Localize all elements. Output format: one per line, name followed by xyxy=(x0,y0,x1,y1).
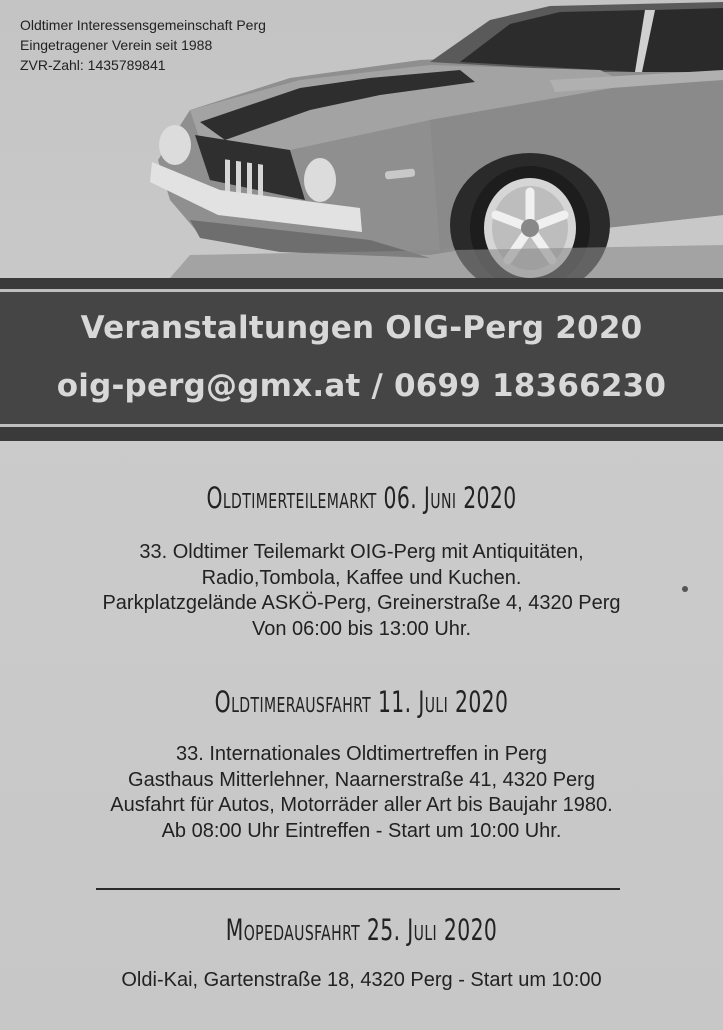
banner-stripe-bottom xyxy=(0,427,723,441)
event-detail-line: Oldi-Kai, Gartenstraße 18, 4320 Perg - Start um 10:00 xyxy=(121,969,602,991)
banner-stripe-top xyxy=(0,278,723,289)
event-title-ausfahrt: Oldtimerausfahrt 11. Juli 2020 xyxy=(214,685,509,719)
banner-contact: oig-perg@gmx.at / 0699 18366230 xyxy=(56,368,667,404)
event-detail-line: Ab 08:00 Uhr Eintreffen - Start um 10:00 Uhr. xyxy=(161,819,562,842)
event-details-mopedausfahrt xyxy=(0,968,723,994)
event-detail-line: Gasthaus Mitterlehner, Naarnerstraße 41, 4320 Perg xyxy=(128,768,595,791)
event-detail-line: 33. Oldtimer Teilemarkt OIG-Perg mit Antiquitäten, xyxy=(139,541,584,563)
organization-name: Oldtimer Interessensgemeinschaft Perg xyxy=(20,17,266,33)
event-title-teilemarkt: Oldtimerteilemarkt 06. Juni 2020 xyxy=(206,481,517,515)
event-detail-line: Von 06:00 bis 13:00 Uhr. xyxy=(251,617,472,640)
scan-speck xyxy=(682,586,688,592)
banner-title: Veranstaltungen OIG-Perg 2020 xyxy=(80,310,643,346)
event-details-teilemarkt xyxy=(0,540,723,642)
event-detail-line: Radio,Tombola, Kaffee und Kuchen. xyxy=(201,566,522,589)
organization-registered: Eingetragener Verein seit 1988 xyxy=(20,37,213,53)
event-title-mopedausfahrt: Mopedausfahrt 25. Juli 2020 xyxy=(225,913,498,947)
event-details-ausfahrt xyxy=(0,742,723,844)
event-detail-line: Ausfahrt für Autos, Motorräder aller Art bis Baujahr 1980. xyxy=(110,794,613,816)
section-divider xyxy=(96,888,620,890)
header-banner xyxy=(0,278,723,443)
organization-info xyxy=(20,15,266,75)
event-detail-line: Parkplatzgelände ASKÖ-Perg, Greinerstraße 4, 4320 Perg xyxy=(102,592,621,614)
event-detail-line: 33. Internationales Oldtimertreffen in Perg xyxy=(176,743,547,765)
organization-zvr: ZVR-Zahl: 1435789841 xyxy=(20,57,166,73)
